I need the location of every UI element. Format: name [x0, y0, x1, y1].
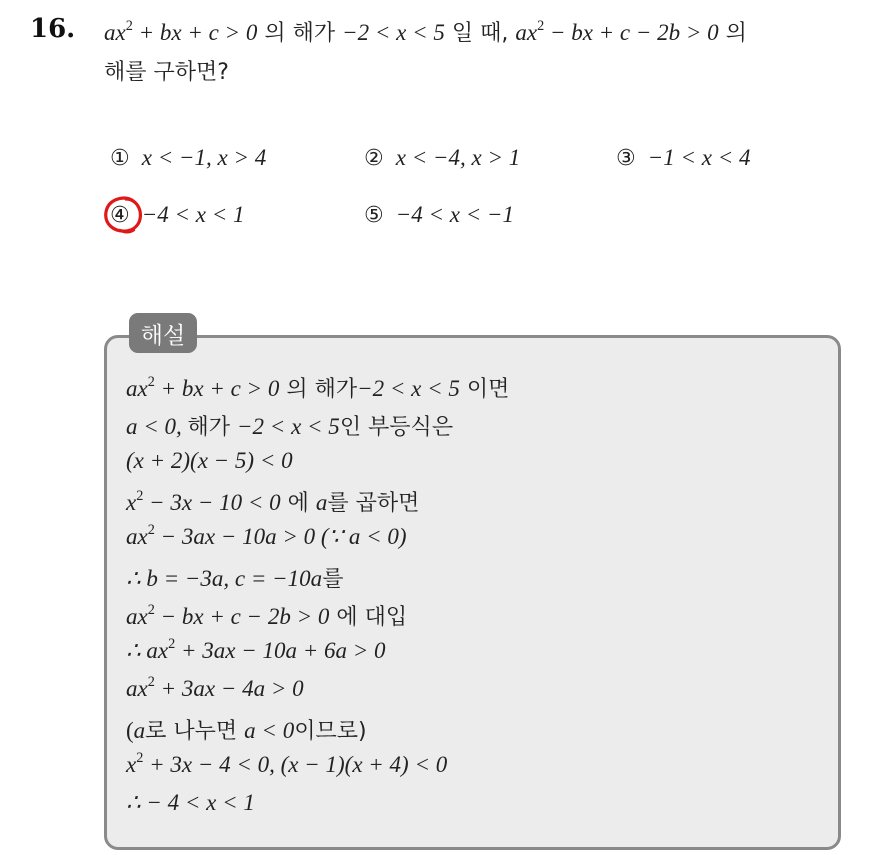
math: −2 < x < 5: [342, 20, 445, 45]
math-sup: 2: [125, 18, 133, 35]
math: − 3ax − 10a > 0 (∵ a < 0): [154, 524, 407, 549]
text: 인 부등식은: [339, 415, 454, 440]
math: ax: [104, 20, 126, 45]
math: x: [126, 752, 137, 777]
math: (: [126, 718, 134, 743]
math: − bx + c − 2b > 0: [544, 20, 719, 45]
text: 이면: [459, 377, 510, 402]
choice-2[interactable]: [364, 145, 520, 171]
choice-number: ③: [616, 146, 636, 171]
choice-number: ④: [110, 203, 130, 228]
solution-line-5: [126, 524, 407, 550]
math: x: [126, 490, 137, 515]
math: ax: [126, 376, 148, 401]
answer-circle-mark: [102, 194, 146, 236]
solution-line-12: [126, 790, 255, 816]
math-sup: 2: [168, 636, 176, 653]
math: + bx + c > 0: [154, 376, 280, 401]
text: 의: [718, 21, 747, 46]
solution-line-6: [126, 562, 343, 593]
math: ax: [515, 20, 538, 45]
math: (x + 2)(x − 5) < 0: [126, 448, 293, 473]
math: a < 0,: [126, 414, 188, 439]
choice-number: ①: [110, 146, 130, 171]
choice-number: ②: [364, 146, 384, 171]
math: ax: [126, 604, 148, 629]
choice-3[interactable]: [616, 145, 751, 171]
text: 에 대입: [329, 605, 408, 630]
choice-text: −4 < x < 1: [141, 202, 245, 227]
text: 이므로): [294, 719, 367, 744]
choice-1[interactable]: [110, 145, 266, 171]
math: + bx + c > 0: [132, 20, 258, 45]
math: ax: [126, 676, 148, 701]
math: + 3ax − 10a + 6a > 0: [175, 638, 386, 663]
text: 로 나누면: [145, 719, 245, 744]
choice-text: −1 < x < 4: [647, 145, 751, 170]
choice-text: x < −4, x > 1: [395, 145, 521, 170]
math: ∴ − 4 < x < 1: [126, 790, 255, 815]
choice-number: ⑤: [364, 203, 384, 228]
choice-text: −4 < x < −1: [395, 202, 515, 227]
choice-5[interactable]: [364, 202, 514, 228]
math: + 3ax − 4a > 0: [154, 676, 304, 701]
math: a: [133, 718, 146, 743]
solution-line-1: [126, 372, 509, 403]
math: −2 < x < 5: [357, 376, 460, 401]
text: 해가: [187, 415, 238, 440]
solution-line-4: [126, 486, 419, 517]
solution-line-2: [126, 410, 453, 441]
choice-text: x < −1, x > 4: [141, 145, 267, 170]
math: + 3x − 4 < 0, (x − 1)(x + 4) < 0: [143, 752, 448, 777]
math-sup: 2: [147, 522, 155, 539]
question-number: 16.: [30, 14, 76, 44]
text: 를: [322, 567, 344, 592]
solution-line-9: [126, 676, 304, 702]
question-line-1: [104, 16, 747, 47]
text: 의 해가: [279, 377, 358, 402]
math: a < 0: [244, 718, 295, 743]
math: ∴ b = −3a, c = −10a: [126, 566, 323, 591]
math: − bx + c − 2b > 0: [154, 604, 330, 629]
math-sup: 2: [147, 602, 155, 619]
math: ax: [126, 524, 148, 549]
text: 를 곱하면: [327, 491, 420, 516]
solution-line-7: [126, 600, 407, 631]
math-sup: 2: [136, 750, 144, 767]
solution-line-11: [126, 752, 447, 778]
math: −2 < x < 5: [237, 414, 340, 439]
solution-line-8: [126, 638, 386, 664]
math-sup: 2: [136, 488, 144, 505]
solution-line-10: [126, 714, 367, 745]
math: − 3x − 10 < 0: [143, 490, 281, 515]
text: 의 해가: [257, 21, 343, 46]
math: ∴ ax: [126, 638, 169, 663]
math-sup: 2: [537, 18, 545, 35]
math-sup: 2: [147, 674, 155, 691]
question-line-2: 해를 구하면?: [104, 60, 229, 85]
text: 에: [280, 491, 316, 516]
solution-line-3: [126, 448, 293, 474]
math: a: [315, 490, 328, 515]
text: 일 때,: [444, 21, 516, 46]
math-sup: 2: [147, 374, 155, 391]
solution-tab: 해설: [129, 313, 197, 353]
